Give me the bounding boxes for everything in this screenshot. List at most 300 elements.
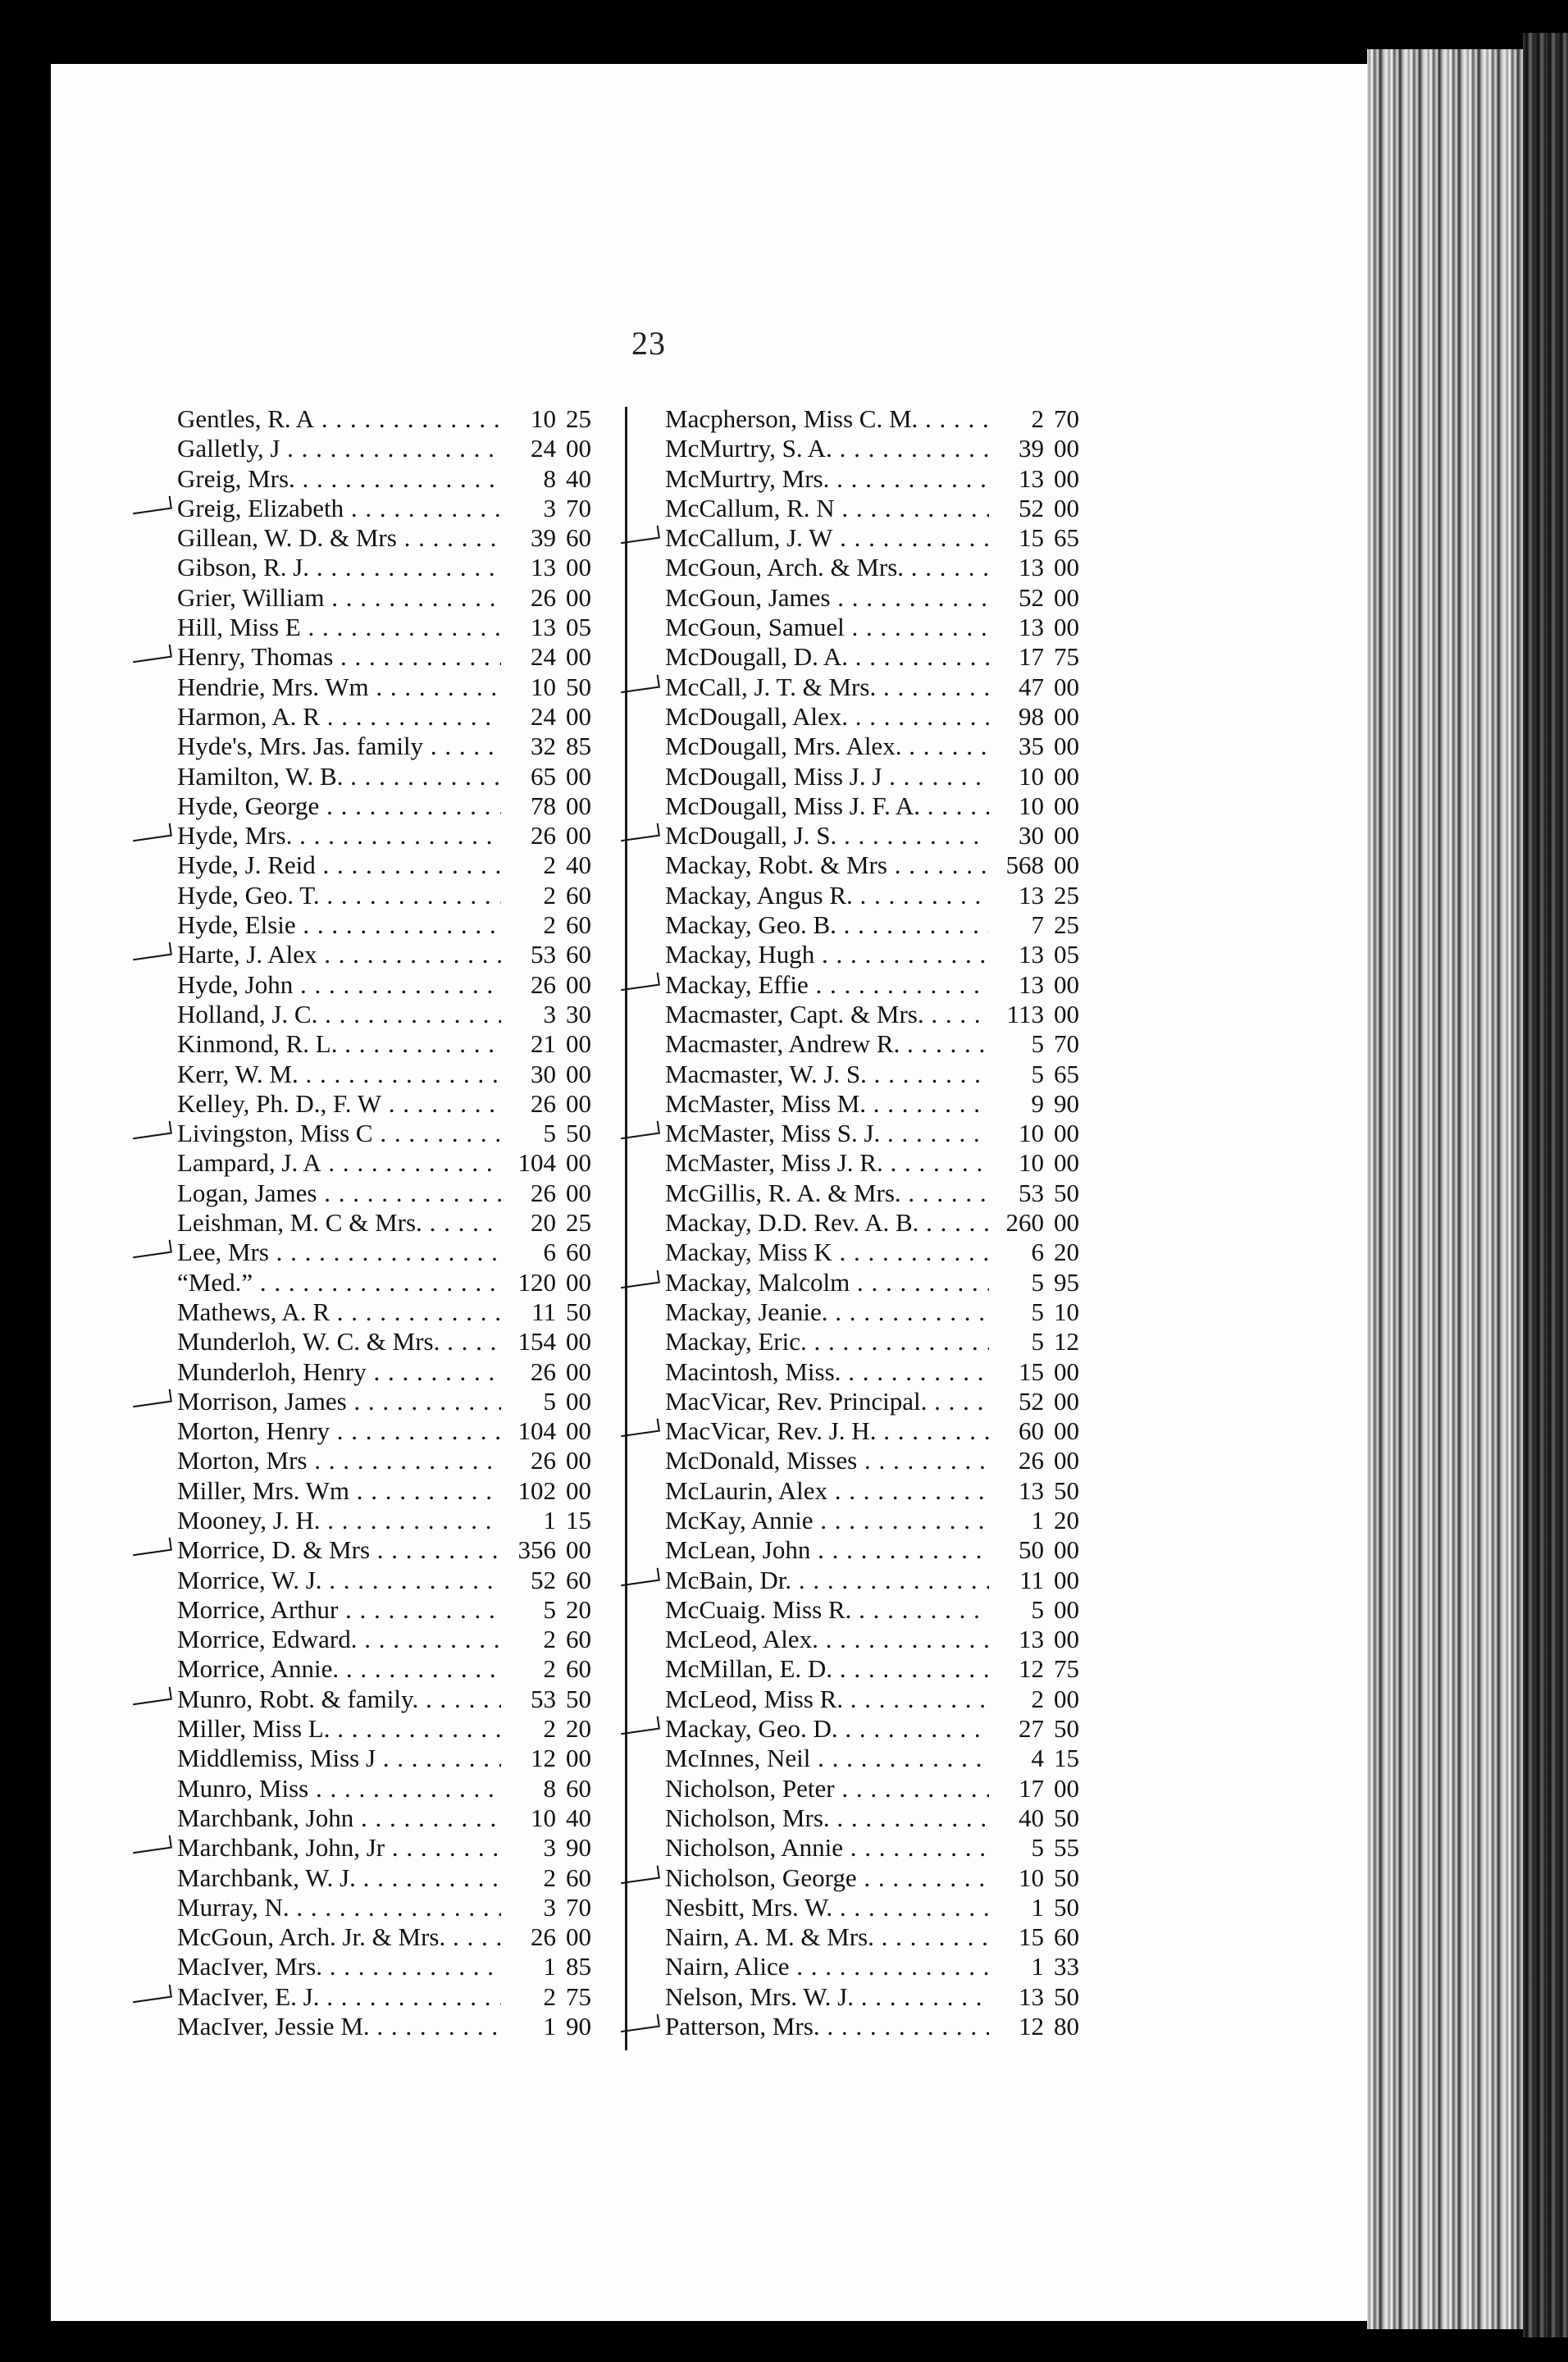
amount-dollars: 3 [543, 999, 556, 1028]
subscriber-name: MacVicar, Rev. J. H. . . . [665, 1416, 989, 1446]
amount-cents: 60 [566, 1565, 591, 1594]
amount-cents: 30 [566, 999, 591, 1028]
subscriber-row [642, 1446, 1114, 1475]
amount-cents: 25 [566, 1208, 591, 1238]
amount-cents: 60 [566, 880, 591, 910]
subscriber-name: McCallum, J. W . . . [665, 523, 989, 553]
subscriber-row [642, 881, 1114, 910]
amount-cents: 00 [566, 1059, 591, 1088]
subscriber-row [642, 940, 1114, 969]
subscriber-row [642, 1982, 1114, 2012]
amount-cents: 80 [1054, 2012, 1079, 2041]
amount-cents: 60 [566, 940, 591, 969]
amount-dollars: 12 [531, 1744, 556, 1773]
subscriber-row [154, 1833, 613, 1863]
subscriber-row [642, 1654, 1114, 1684]
amount-cents: 00 [566, 1446, 591, 1475]
amount-dollars: 17 [1019, 642, 1044, 672]
subscriber-row [154, 702, 613, 732]
subscriber-row [154, 1863, 613, 1893]
subscriber-name: McDougall, Mrs. Alex. . . . [665, 732, 989, 761]
subscriber-name: Patterson, Mrs. . . . [665, 2012, 989, 2041]
amount-cents: 75 [566, 1981, 591, 2011]
amount-cents: 05 [566, 613, 591, 642]
subscriber-name: Morrice, W. J. . . . [177, 1566, 501, 1595]
amount-cents: 55 [1054, 1833, 1079, 1863]
subscriber-name: Miller, Mrs. Wm . . . [177, 1476, 501, 1506]
amount-cents: 00 [1054, 1773, 1079, 1803]
amount-dollars: 10 [1019, 1863, 1044, 1892]
subscriber-name: Nicholson, Peter . . . [665, 1774, 989, 1803]
subscriber-row [642, 673, 1114, 702]
subscriber-row [154, 1774, 613, 1803]
amount-dollars: 11 [1019, 1565, 1044, 1594]
amount-dollars: 3 [543, 1833, 556, 1863]
amount-dollars: 13 [1019, 553, 1044, 582]
subscriber-row [642, 1208, 1114, 1238]
amount-cents: 00 [1054, 821, 1079, 850]
amount-dollars: 2 [543, 880, 556, 910]
subscriber-row [642, 1863, 1114, 1893]
subscriber-name: Macmaster, W. J. S. . . . [665, 1060, 989, 1089]
subscriber-name: Marchbank, John . . . [177, 1803, 501, 1833]
subscriber-name: McMaster, Miss J. R. . . . [665, 1148, 989, 1178]
amount-cents: 00 [1054, 1684, 1079, 1713]
subscriber-name: “Med.” . . . [177, 1268, 501, 1297]
subscriber-row [642, 1774, 1114, 1803]
amount-cents: 00 [566, 1088, 591, 1118]
subscriber-row [154, 1952, 613, 1981]
amount-cents: 50 [1054, 1475, 1079, 1505]
amount-dollars: 30 [1019, 821, 1044, 850]
amount-cents: 70 [566, 493, 591, 522]
amount-cents: 00 [566, 1535, 591, 1565]
amount-dollars: 5 [543, 1386, 556, 1416]
subscriber-name: Morrice, Arthur . . . [177, 1595, 501, 1625]
amount-cents: 50 [566, 1119, 591, 1148]
subscriber-row [642, 464, 1114, 494]
amount-dollars: 1 [1031, 1952, 1044, 1981]
subscriber-name: Lampard, J. A . . . [177, 1148, 501, 1178]
amount-dollars: 1 [543, 1505, 556, 1534]
subscriber-name: Nesbitt, Mrs. W. . . . [665, 1893, 989, 1922]
amount-dollars: 3 [543, 1892, 556, 1922]
amount-cents: 00 [1054, 701, 1079, 731]
amount-cents: 00 [1054, 672, 1079, 701]
amount-dollars: 24 [531, 701, 556, 731]
amount-dollars: 13 [531, 613, 556, 642]
subscriber-row [154, 1893, 613, 1922]
amount-cents: 00 [566, 761, 591, 791]
subscriber-name: McDougall, Alex. . . . [665, 702, 989, 732]
amount-dollars: 104 [517, 1416, 556, 1446]
subscriber-row [642, 1387, 1114, 1416]
subscriber-name: McDonald, Misses . . . [665, 1446, 989, 1475]
subscriber-name: Morrice, D. & Mrs . . . [177, 1535, 501, 1565]
amount-dollars: 20 [531, 1208, 556, 1238]
subscriber-row [154, 1535, 613, 1565]
amount-dollars: 21 [531, 1029, 556, 1059]
amount-cents: 00 [566, 1178, 591, 1207]
amount-dollars: 32 [531, 732, 556, 761]
amount-cents: 10 [1054, 1297, 1079, 1326]
amount-dollars: 5 [543, 1594, 556, 1624]
subscriber-row [154, 1446, 613, 1475]
amount-cents: 90 [1054, 1088, 1079, 1118]
amount-dollars: 13 [1019, 463, 1044, 493]
amount-cents: 00 [1054, 1357, 1079, 1386]
amount-cents: 60 [566, 1773, 591, 1803]
amount-dollars: 53 [531, 1684, 556, 1713]
amount-dollars: 52 [531, 1565, 556, 1594]
amount-cents: 20 [566, 1714, 591, 1744]
subscriber-row [154, 1654, 613, 1684]
subscriber-name: Grier, William . . . [177, 583, 501, 613]
amount-cents: 85 [566, 732, 591, 761]
amount-dollars: 15 [1019, 523, 1044, 553]
subscriber-row [642, 1595, 1114, 1625]
subscriber-name: Morrice, Edward. . . . [177, 1625, 501, 1654]
amount-dollars: 52 [1019, 1386, 1044, 1416]
amount-dollars: 9 [1031, 1088, 1044, 1118]
subscriber-row [642, 1148, 1114, 1178]
subscriber-row [154, 1922, 613, 1952]
amount-dollars: 4 [1031, 1744, 1044, 1773]
amount-dollars: 78 [531, 791, 556, 820]
amount-cents: 50 [1054, 1803, 1079, 1832]
subscriber-name: MacIver, Jessie M. . . . [177, 2012, 501, 2041]
subscriber-row [642, 1119, 1114, 1148]
amount-dollars: 2 [543, 1714, 556, 1744]
subscriber-name: Livingston, Miss C . . . [177, 1119, 501, 1148]
subscriber-row [154, 523, 613, 553]
subscriber-row [154, 583, 613, 613]
amount-cents: 05 [1054, 940, 1079, 969]
amount-cents: 00 [1054, 1208, 1079, 1238]
amount-cents: 00 [566, 1267, 591, 1297]
subscriber-row [154, 940, 613, 969]
subscriber-row [642, 1179, 1114, 1208]
subscriber-row [642, 702, 1114, 732]
amount-dollars: 1 [543, 1952, 556, 1981]
amount-dollars: 17 [1019, 1773, 1044, 1803]
subscriber-name: Logan, James . . . [177, 1179, 501, 1208]
amount-dollars: 6 [543, 1238, 556, 1267]
amount-cents: 00 [1054, 999, 1079, 1028]
amount-dollars: 26 [531, 1357, 556, 1386]
amount-cents: 00 [566, 1029, 591, 1059]
amount-cents: 25 [566, 404, 591, 433]
amount-cents: 50 [1054, 1714, 1079, 1744]
subscriber-name: McLeod, Alex. . . . [665, 1625, 989, 1654]
subscriber-name: Nelson, Mrs. W. J. . . . [665, 1982, 989, 2012]
subscriber-row [154, 1685, 613, 1714]
subscriber-row [154, 1387, 613, 1416]
amount-cents: 00 [1054, 791, 1079, 820]
amount-cents: 00 [1054, 732, 1079, 761]
subscriber-row [642, 1685, 1114, 1714]
amount-cents: 75 [1054, 1654, 1079, 1684]
amount-dollars: 39 [531, 523, 556, 553]
subscriber-row [154, 1566, 613, 1595]
subscriber-name: MacIver, Mrs. . . . [177, 1952, 501, 1981]
amount-dollars: 98 [1019, 701, 1044, 731]
amount-cents: 60 [566, 1863, 591, 1892]
amount-dollars: 10 [531, 672, 556, 701]
amount-dollars: 26 [531, 582, 556, 612]
subscriber-name: Mackay, Angus R. . . . [665, 881, 989, 910]
subscriber-row [642, 821, 1114, 850]
amount-cents: 50 [1054, 1178, 1079, 1207]
subscriber-row [154, 404, 613, 434]
subscriber-name: Mackay, Jeanie. . . . [665, 1297, 989, 1327]
amount-dollars: 10 [531, 404, 556, 433]
subscriber-row [154, 881, 613, 910]
amount-dollars: 10 [531, 1803, 556, 1832]
subscriber-list-left [154, 404, 613, 2041]
amount-dollars: 5 [1031, 1594, 1044, 1624]
subscriber-name: Nicholson, Annie . . . [665, 1833, 989, 1863]
amount-dollars: 50 [1019, 1535, 1044, 1565]
subscriber-row [154, 1089, 613, 1119]
amount-cents: 50 [566, 672, 591, 701]
subscriber-row [154, 434, 613, 463]
amount-cents: 90 [566, 1833, 591, 1863]
amount-cents: 90 [566, 2012, 591, 2041]
subscriber-name: McDougall, Miss J. J . . . [665, 762, 989, 791]
subscriber-row [642, 1029, 1114, 1059]
amount-cents: 00 [566, 821, 591, 850]
amount-cents: 00 [1054, 434, 1079, 463]
amount-dollars: 15 [1019, 1357, 1044, 1386]
subscriber-name: Munro, Robt. & family. . . . [177, 1685, 501, 1714]
amount-dollars: 2 [543, 1625, 556, 1654]
amount-cents: 00 [1054, 1148, 1079, 1178]
amount-dollars: 2 [543, 850, 556, 880]
subscriber-name: Macpherson, Miss C. M. . . . [665, 404, 989, 434]
amount-dollars: 13 [1019, 1475, 1044, 1505]
subscriber-name: Mackay, Robt. & Mrs . . . [665, 850, 989, 880]
subscriber-row [154, 762, 613, 791]
column-divider [625, 407, 627, 2050]
amount-dollars: 10 [1019, 791, 1044, 820]
subscriber-row [154, 1595, 613, 1625]
subscriber-name: Hyde, Mrs. . . . [177, 821, 501, 850]
subscriber-name: Galletly, J . . . [177, 434, 501, 463]
amount-cents: 25 [1054, 880, 1079, 910]
subscriber-name: Hyde, George . . . [177, 791, 501, 821]
amount-dollars: 7 [1031, 910, 1044, 940]
amount-dollars: 8 [543, 463, 556, 493]
amount-dollars: 52 [1019, 582, 1044, 612]
amount-dollars: 13 [531, 553, 556, 582]
subscriber-row [642, 1803, 1114, 1833]
amount-cents: 00 [566, 1922, 591, 1952]
subscriber-name: Mathews, A. R . . . [177, 1297, 501, 1327]
subscriber-name: Mackay, D.D. Rev. A. B. . . . [665, 1208, 989, 1238]
amount-dollars: 2 [543, 910, 556, 940]
subscriber-row [642, 732, 1114, 761]
amount-cents: 00 [1054, 1119, 1079, 1148]
amount-cents: 00 [1054, 1625, 1079, 1654]
subscriber-row [154, 1297, 613, 1327]
subscriber-row [642, 1952, 1114, 1981]
subscriber-row [154, 673, 613, 702]
amount-cents: 00 [566, 1744, 591, 1773]
subscriber-row [642, 2012, 1114, 2041]
amount-cents: 00 [566, 1357, 591, 1386]
subscriber-name: Nairn, Alice . . . [665, 1952, 989, 1981]
amount-dollars: 53 [1019, 1178, 1044, 1207]
amount-cents: 00 [1054, 463, 1079, 493]
subscriber-name: Lee, Mrs . . . [177, 1238, 501, 1267]
subscriber-name: Murray, N. . . . [177, 1893, 501, 1922]
subscriber-name: Munderloh, Henry . . . [177, 1357, 501, 1387]
subscriber-row [642, 523, 1114, 553]
amount-cents: 65 [1054, 523, 1079, 553]
subscriber-row [154, 732, 613, 761]
amount-dollars: 5 [1031, 1029, 1044, 1059]
subscriber-row [642, 1833, 1114, 1863]
subscriber-name: Hendrie, Mrs. Wm . . . [177, 673, 501, 702]
subscriber-row [154, 1744, 613, 1773]
subscriber-row [642, 553, 1114, 582]
amount-dollars: 60 [1019, 1416, 1044, 1446]
amount-dollars: 39 [1019, 434, 1044, 463]
subscriber-row [642, 583, 1114, 613]
subscriber-name: McGoun, Arch. & Mrs. . . . [665, 553, 989, 582]
subscriber-name: Greig, Elizabeth . . . [177, 494, 501, 523]
amount-cents: 70 [566, 1892, 591, 1922]
subscriber-name: McLaurin, Alex . . . [665, 1476, 989, 1506]
amount-cents: 50 [1054, 1863, 1079, 1892]
subscriber-row [154, 821, 613, 850]
subscriber-row [154, 494, 613, 523]
subscriber-name: Marchbank, W. J. . . . [177, 1863, 501, 1893]
amount-dollars: 5 [1031, 1327, 1044, 1357]
amount-dollars: 26 [531, 1446, 556, 1475]
amount-cents: 20 [566, 1594, 591, 1624]
amount-cents: 00 [566, 434, 591, 463]
subscriber-row [154, 1625, 613, 1654]
amount-dollars: 5 [1031, 1267, 1044, 1297]
subscriber-name: Harte, J. Alex . . . [177, 940, 501, 969]
amount-cents: 60 [566, 910, 591, 940]
subscriber-name: McCall, J. T. & Mrs. . . . [665, 673, 989, 702]
amount-cents: 00 [566, 1386, 591, 1416]
subscriber-name: McMaster, Miss M. . . . [665, 1089, 989, 1119]
amount-cents: 00 [1054, 553, 1079, 582]
amount-dollars: 35 [1019, 732, 1044, 761]
amount-cents: 40 [566, 1803, 591, 1832]
subscriber-name: Holland, J. C. . . . [177, 1000, 501, 1029]
subscriber-name: Nicholson, Mrs. . . . [665, 1803, 989, 1833]
subscriber-row [154, 1327, 613, 1357]
subscriber-row [154, 850, 613, 880]
subscriber-name: McGoun, Arch. Jr. & Mrs. . . . [177, 1922, 501, 1952]
amount-dollars: 26 [531, 821, 556, 850]
subscriber-name: Gillean, W. D. & Mrs . . . [177, 523, 501, 553]
subscriber-row [154, 1982, 613, 2012]
subscriber-name: Nicholson, George . . . [665, 1863, 989, 1893]
subscriber-row [154, 1179, 613, 1208]
subscriber-name: Mackay, Geo. D. . . . [665, 1714, 989, 1744]
subscriber-row [642, 1357, 1114, 1387]
amount-cents: 00 [1054, 1416, 1079, 1446]
amount-dollars: 27 [1019, 1714, 1044, 1744]
subscriber-name: Miller, Miss L. . . . [177, 1714, 501, 1744]
subscriber-name: Mackay, Eric. . . . [665, 1327, 989, 1357]
subscriber-name: Hyde, Geo. T. . . . [177, 881, 501, 910]
subscriber-row [642, 910, 1114, 940]
subscriber-row [642, 1535, 1114, 1565]
subscriber-row [642, 1327, 1114, 1357]
subscriber-name: Leishman, M. C & Mrs. . . . [177, 1208, 501, 1238]
amount-dollars: 10 [1019, 761, 1044, 791]
amount-dollars: 113 [1006, 999, 1044, 1028]
subscriber-name: Mackay, Hugh . . . [665, 940, 989, 969]
amount-cents: 00 [566, 701, 591, 731]
subscriber-name: Gentles, R. A . . . [177, 404, 501, 434]
amount-cents: 50 [566, 1297, 591, 1326]
subscriber-row [154, 642, 613, 672]
subscriber-name: Macmaster, Capt. & Mrs. . . . [665, 1000, 989, 1029]
subscriber-name: Middlemiss, Miss J . . . [177, 1744, 501, 1773]
amount-dollars: 6 [1031, 1238, 1044, 1267]
subscriber-row [642, 1416, 1114, 1446]
amount-dollars: 47 [1019, 672, 1044, 701]
subscriber-row [154, 1416, 613, 1446]
amount-dollars: 26 [531, 1922, 556, 1952]
subscriber-name: MacIver, E. J. . . . [177, 1982, 501, 2012]
subscriber-row [642, 1238, 1114, 1267]
amount-dollars: 2 [543, 1863, 556, 1892]
amount-dollars: 13 [1019, 969, 1044, 999]
amount-dollars: 30 [531, 1059, 556, 1088]
subscriber-name: McGoun, Samuel . . . [665, 613, 989, 642]
subscriber-name: Morrison, James . . . [177, 1387, 501, 1416]
subscriber-name: McMurtry, S. A. . . . [665, 434, 989, 463]
subscriber-name: Mackay, Miss K . . . [665, 1238, 989, 1267]
subscriber-name: McGillis, R. A. & Mrs. . . . [665, 1179, 989, 1208]
subscriber-name: Hyde, John . . . [177, 970, 501, 1000]
amount-dollars: 26 [531, 1178, 556, 1207]
subscriber-name: Harmon, A. R . . . [177, 702, 501, 732]
amount-dollars: 26 [531, 1088, 556, 1118]
amount-cents: 20 [1054, 1505, 1079, 1534]
amount-cents: 70 [1054, 404, 1079, 433]
amount-dollars: 154 [517, 1327, 556, 1357]
subscriber-name: Kerr, W. M. . . . [177, 1060, 501, 1089]
subscriber-name: Hyde, J. Reid . . . [177, 850, 501, 880]
subscriber-name: Kinmond, R. L. . . . [177, 1029, 501, 1059]
amount-dollars: 5 [1031, 1059, 1044, 1088]
amount-dollars: 15 [1019, 1922, 1044, 1952]
amount-dollars: 5 [543, 1119, 556, 1148]
amount-cents: 00 [1054, 850, 1079, 880]
amount-cents: 60 [566, 1625, 591, 1654]
book-page-edges [1367, 49, 1523, 2329]
amount-cents: 25 [1054, 910, 1079, 940]
subscriber-row [154, 970, 613, 1000]
amount-dollars: 13 [1019, 1981, 1044, 2011]
subscriber-name: McMaster, Miss S. J. . . . [665, 1119, 989, 1148]
subscriber-row [642, 850, 1114, 880]
amount-dollars: 13 [1019, 1625, 1044, 1654]
subscriber-list-right [642, 404, 1114, 2041]
book-binding-edge [1523, 33, 1568, 2337]
amount-dollars: 13 [1019, 880, 1044, 910]
